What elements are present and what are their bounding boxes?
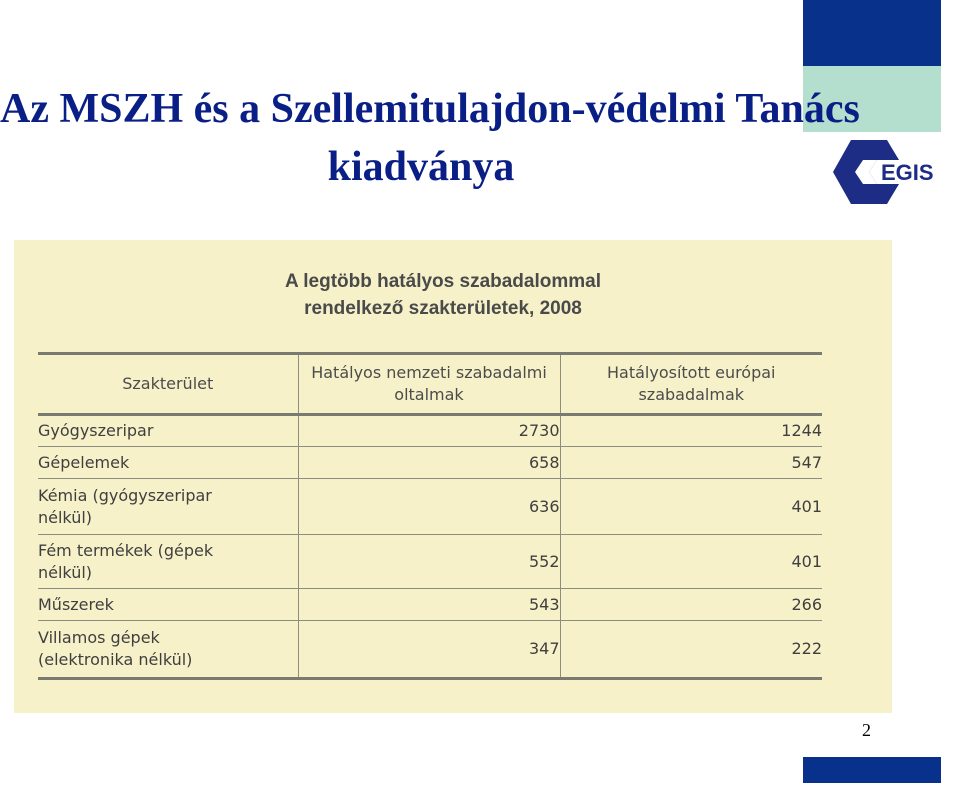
row-field-line-1: Gyógyszeripar xyxy=(38,421,154,440)
row-national-value: 2730 xyxy=(298,415,560,447)
row-european-value: 547 xyxy=(560,447,822,479)
header-national-line-2: oltalmak xyxy=(394,385,464,404)
page-number: 2 xyxy=(862,720,871,740)
table-row xyxy=(38,589,822,621)
table-row xyxy=(38,415,822,447)
row-european-value: 401 xyxy=(560,479,822,535)
row-field-line-1: Villamos gépek xyxy=(38,628,160,647)
header-european-line-2: szabadalmak xyxy=(638,385,745,404)
row-field-line-2: (elektronika nélkül) xyxy=(38,650,193,669)
table-title-line-2: rendelkező szakterületek, 2008 xyxy=(304,298,582,319)
egis-logo xyxy=(833,140,941,204)
header-national xyxy=(298,354,560,415)
table-title-line-1: A legtöbb hatályos szabadalommal xyxy=(284,271,602,292)
table-row xyxy=(38,447,822,479)
row-national-value: 636 xyxy=(298,479,560,535)
patent-table xyxy=(38,352,822,680)
header-national-line-1: Hatályos nemzeti szabadalmi xyxy=(311,363,547,382)
row-field-line-2: nélkül) xyxy=(38,507,93,527)
row-field xyxy=(38,479,298,535)
slide-title-line-2: kiadványa xyxy=(327,144,515,190)
row-national-value: 347 xyxy=(298,621,560,679)
table-header-row xyxy=(38,354,822,415)
table-title xyxy=(14,268,872,322)
row-field-line-1: Kémia (gyógyszeripar xyxy=(38,485,212,505)
header-european-line-1: Hatályosított európai xyxy=(607,363,776,382)
row-national-value: 543 xyxy=(298,589,560,621)
row-field xyxy=(38,589,298,621)
table-row xyxy=(38,479,822,535)
row-european-value: 222 xyxy=(560,621,822,679)
row-field xyxy=(38,447,298,479)
row-field xyxy=(38,415,298,447)
table-row xyxy=(38,621,822,679)
row-field xyxy=(38,621,298,679)
row-field-line-1: Gépelemek xyxy=(38,452,130,472)
table-row xyxy=(38,535,822,589)
row-field-line-2: nélkül) xyxy=(38,562,93,582)
row-national-value: 552 xyxy=(298,535,560,589)
row-field-line-1: Műszerek xyxy=(38,594,114,614)
header-field-label: Szakterület xyxy=(122,374,214,393)
row-european-value: 401 xyxy=(560,535,822,589)
header-european xyxy=(560,354,822,415)
bottom-accent-bar xyxy=(803,757,941,783)
row-field-line-1: Fém termékek (gépek xyxy=(38,540,214,560)
row-national-value: 658 xyxy=(298,447,560,479)
row-european-value: 266 xyxy=(560,589,822,621)
row-european-value: 1244 xyxy=(560,415,822,447)
slide-title xyxy=(0,80,860,196)
top-accent-bar xyxy=(803,0,941,66)
slide-title-line-1: Az MSZH és a Szellemitulajdon-védelmi Tanács xyxy=(0,86,860,132)
egis-logo-text: EGIS xyxy=(881,160,934,185)
scanned-table-image xyxy=(14,240,892,713)
row-field xyxy=(38,535,298,589)
header-field xyxy=(38,354,298,415)
